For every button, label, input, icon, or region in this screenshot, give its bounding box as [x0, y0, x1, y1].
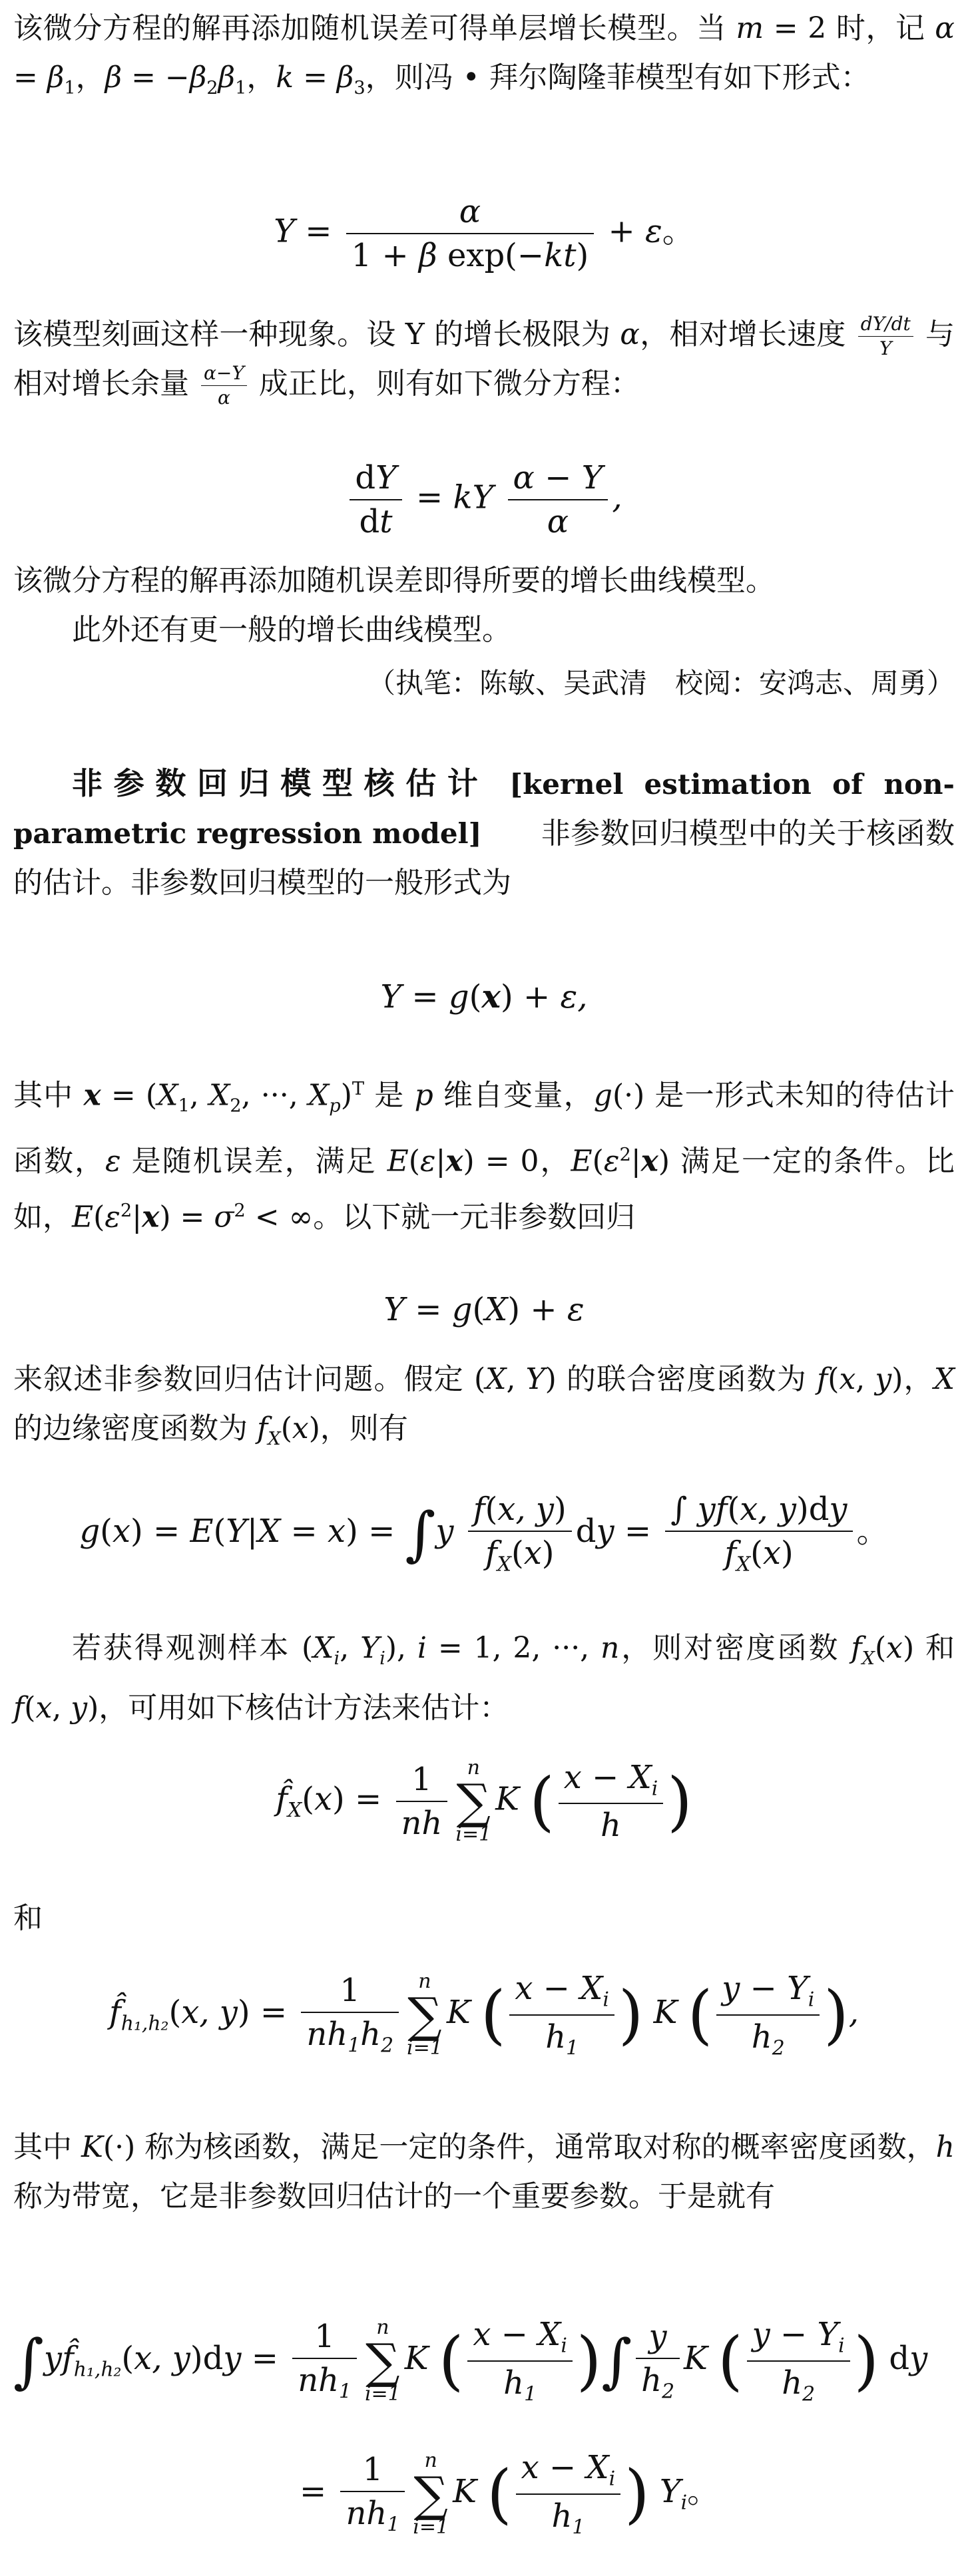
author-credit: （执笔：陈敏、吴武清 校阅：安鸿志、周勇）: [367, 667, 955, 699]
entry-paragraph-2: 来叙述非参数回归估计问题。假定 (X, Y) 的联合密度函数为 f(x, y)，X 的边缘密度函数为 $f_X(x)$，则有: [13, 1362, 955, 1449]
prev-paragraph-4: 此外还有更一般的增长曲线模型。: [72, 613, 511, 647]
equation-conditional-expectation: g(x) = E(Y|X = x) = ∫y $\frac{f(x, y)}{f_X(x)}$ dy = $\frac{\int yf(x, y)dy}{f_X(x)}$ 。: [79, 1491, 889, 1576]
entry-paragraph-3: 若获得观测样本 ($X_i$, $Y_i$), i = 1, 2, ···, n，则对密度函数 $f_X(x)$ 和 f(x, y)，可用如下核估计方法来估计：: [13, 1631, 955, 1725]
prev-paragraph-1: 该微分方程的解再添加随机误差可得单层增长模型。当 m = 2 时，记 $\alpha = \beta_1$，$\beta = -\beta_2\beta_1$，$k = \beta_3$，则冯 • 拜尔陶隆菲模型有如下形式：: [13, 11, 955, 98]
entry-title-en: [kernel estimation of non-parametric regression model]: [13, 768, 955, 850]
equation-integral-line-1: $\int yf̂_{h_1,h_2}(x$, y)dy = $\frac{1}{nh_1}$ n ∑ i=1 K ( $\frac{x - X_i}{h_1}$ )∫ $\frac{y}{h_2}$ K ( $\frac{y - Y_i}{h_2}$ ) dy: [13, 2315, 928, 2406]
conjunction-and: 和: [13, 1901, 43, 1935]
prev-paragraph-2: 该模型刻画这样一种现象。设 Y 的增长极限为 α，相对增长速度 $\frac{dY/dt}{Y}$ 与相对增长余量 $\frac{\alpha-Y}{\alpha}$ 成正比，则有如下微分方程：: [13, 313, 955, 409]
entry-heading-paragraph: [13, 759, 955, 908]
equation-logistic: Y = $\frac{\alpha}{\text{1 + β exp(−kt)}}$ + ε。: [274, 193, 694, 274]
equation-general-model: Y = g(x) + ε,: [380, 978, 588, 1015]
entry-title-cn: 非参数回归模型核估计: [72, 765, 489, 801]
entry-intro: 非参数回归模型中的关于核函数的估计。非参数回归模型的一般形式为: [13, 817, 955, 900]
entry-paragraph-1: 其中 $x = (X_1$, $X_2$, ···, $X_p)^T$ 是 p 维自变量，g(·) 是一形式未知的待估计函数，ε 是随机误差，满足 E(ε|x) = 0，$E(\varepsilon^2|x)$ 满足一定的条件。比如，$E(\varepsilon^2|x) = \sigma^2$ < ∞。以下就一元非参数回归: [13, 1078, 955, 1234]
prev-paragraph-3: 该微分方程的解再添加随机误差即得所要的增长曲线模型。: [13, 564, 775, 598]
entry-paragraph-4: 其中 K(·) 称为核函数，满足一定的条件，通常取对称的概率密度函数，h 称为带宽，它是非参数回归估计的一个重要参数。于是就有: [13, 2130, 955, 2213]
equation-kernel-density-xy: $f̂_{h_1,h_2}(x$, y) = $\frac{1}{nh_1h_2}$ n ∑ i=1 K ( $\frac{x - X_i}{h_1}$ ) K ( $\frac{y - Y_i}{h_2}$ ),: [109, 1969, 859, 2060]
equation-differential: $\frac{dY}{dt}$ = kY $\frac{\alpha - Y}{\alpha}$ ,: [13, 459, 955, 540]
equation-kernel-density-x: $f̂_X(x)$ = $\frac{1}{nh}$ n ∑ i=1 K ( $\frac{x - X_i}{h}$ ): [276, 1756, 692, 1846]
equation-integral-line-2: = $\frac{1}{nh_1}$ n ∑ i=1 K ( $\frac{x - X_i}{h_1}$ ) $Y_i$。: [300, 2448, 720, 2539]
equation-univariate-model: Y = g(X) + ε: [383, 1291, 585, 1328]
